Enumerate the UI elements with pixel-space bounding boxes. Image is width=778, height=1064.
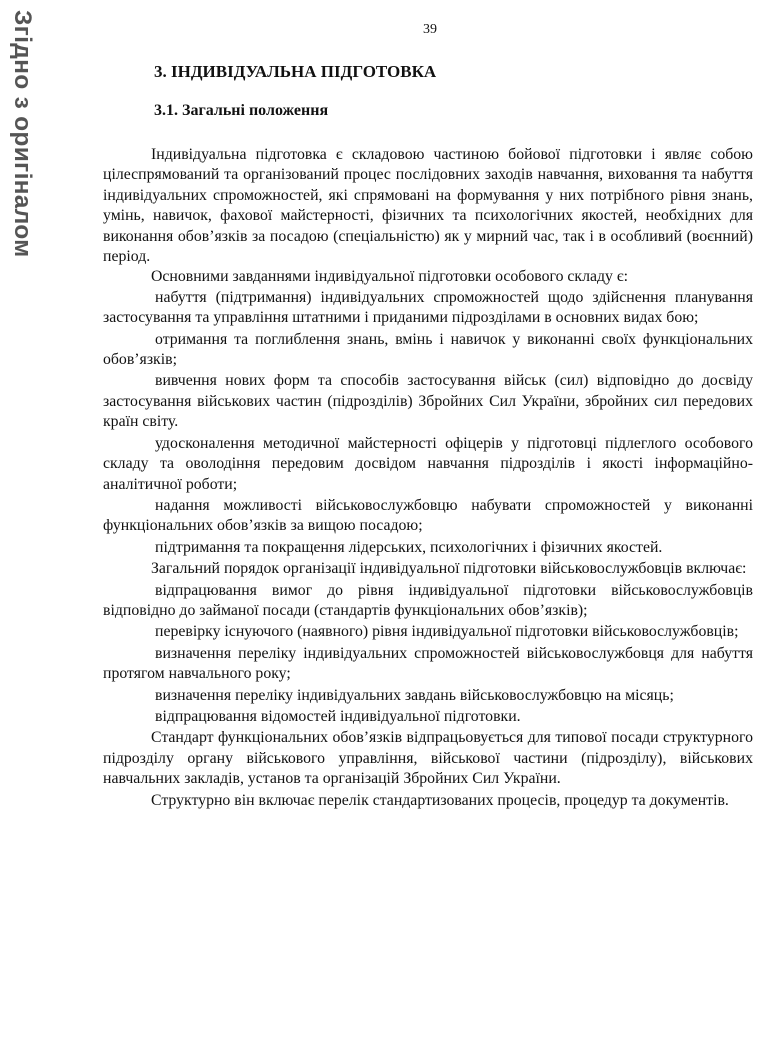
paragraph-structure: Структурно він включає перелік стандартизованих процесів, процедур та документів. <box>151 791 729 809</box>
list-item: відпрацювання вимог до рівня індивідуальної підготовки військовослужбовців відповідно до займаної посади (стандартів функціональних обов’язків); <box>103 581 753 619</box>
list-item: отримання та поглиблення знань, вмінь і навичок у виконанні своїх функціональних обов’язків; <box>103 330 753 369</box>
list-item: підтримання та покращення лідерських, психологічних і фізичних якостей. <box>155 538 663 556</box>
list-item: визначення переліку індивідуальних спроможностей військовослужбовця для набуття протягом навчального року; <box>103 644 753 683</box>
paragraph-standard: Стандарт функціональних обов’язків відпрацьовується для типової посади структурного підрозділу органу військового управління, військової частини (підрозділу), військових навчальних закладів, установ та організацій Збройних Сил України. <box>103 729 753 788</box>
section-title: 3. ІНДИВІДУАЛЬНА ПІДГОТОВКА <box>154 62 437 81</box>
list-item: набуття (підтримання) індивідуальних спроможностей щодо здійснення планування застосування та управління штатними і приданими підрозділами в основних видах бою; <box>103 288 753 327</box>
list-item: вивчення нових форм та способів застосування військ (сил) відповідно до досвіду застосування військових частин (підрозділів) Збройних Сил України, збройних сил передових країн світу. <box>103 372 753 431</box>
certification-stamp <box>2 10 42 295</box>
list-item: удосконалення методичної майстерності офіцерів у підготовці підлеглого особового складу та оволодіння передовим досвідом навчання підрозділів і якості інформаційно-аналітичної роботи; <box>103 434 753 493</box>
stamp-text: Згідно з оригіналом <box>9 10 36 258</box>
document-body <box>103 145 753 811</box>
list-item: надання можливості військовослужбовцю набувати спроможностей у виконанні функціональних обов’язків за вищою посадою; <box>103 496 753 535</box>
list-item: перевірку існуючого (наявного) рівня індивідуальної підготовки військовослужбовців; <box>155 623 739 641</box>
list-item: відпрацювання відомостей індивідуальної підготовки. <box>155 707 521 725</box>
paragraph-procedure-intro: Загальний порядок організації індивідуальної підготовки військовослужбовців включає: <box>151 560 747 578</box>
list-item: визначення переліку індивідуальних завдань військовослужбовцю на місяць; <box>155 686 674 704</box>
paragraph-definition: Індивідуальна підготовка є складовою частиною бойової підготовки і являє собою цілеспрямований та організований процес послідовних заходів навчання, виховання та набуття індивідуальних спроможностей, які спрямовані на формування у них потрібного рівня знань, умінь, навичок, фахової майстерності, фізичних та психологічних якостей, необхідних для виконання обов’язків за посадою (спеціальністю) як у мирний час, так і в особливий (воєнний) період. <box>103 146 753 266</box>
page-number: 39 <box>423 22 437 37</box>
subsection-title: 3.1. Загальні положення <box>154 102 329 119</box>
paragraph-tasks-intro: Основними завданнями індивідуальної підготовки особового складу є: <box>151 268 629 286</box>
